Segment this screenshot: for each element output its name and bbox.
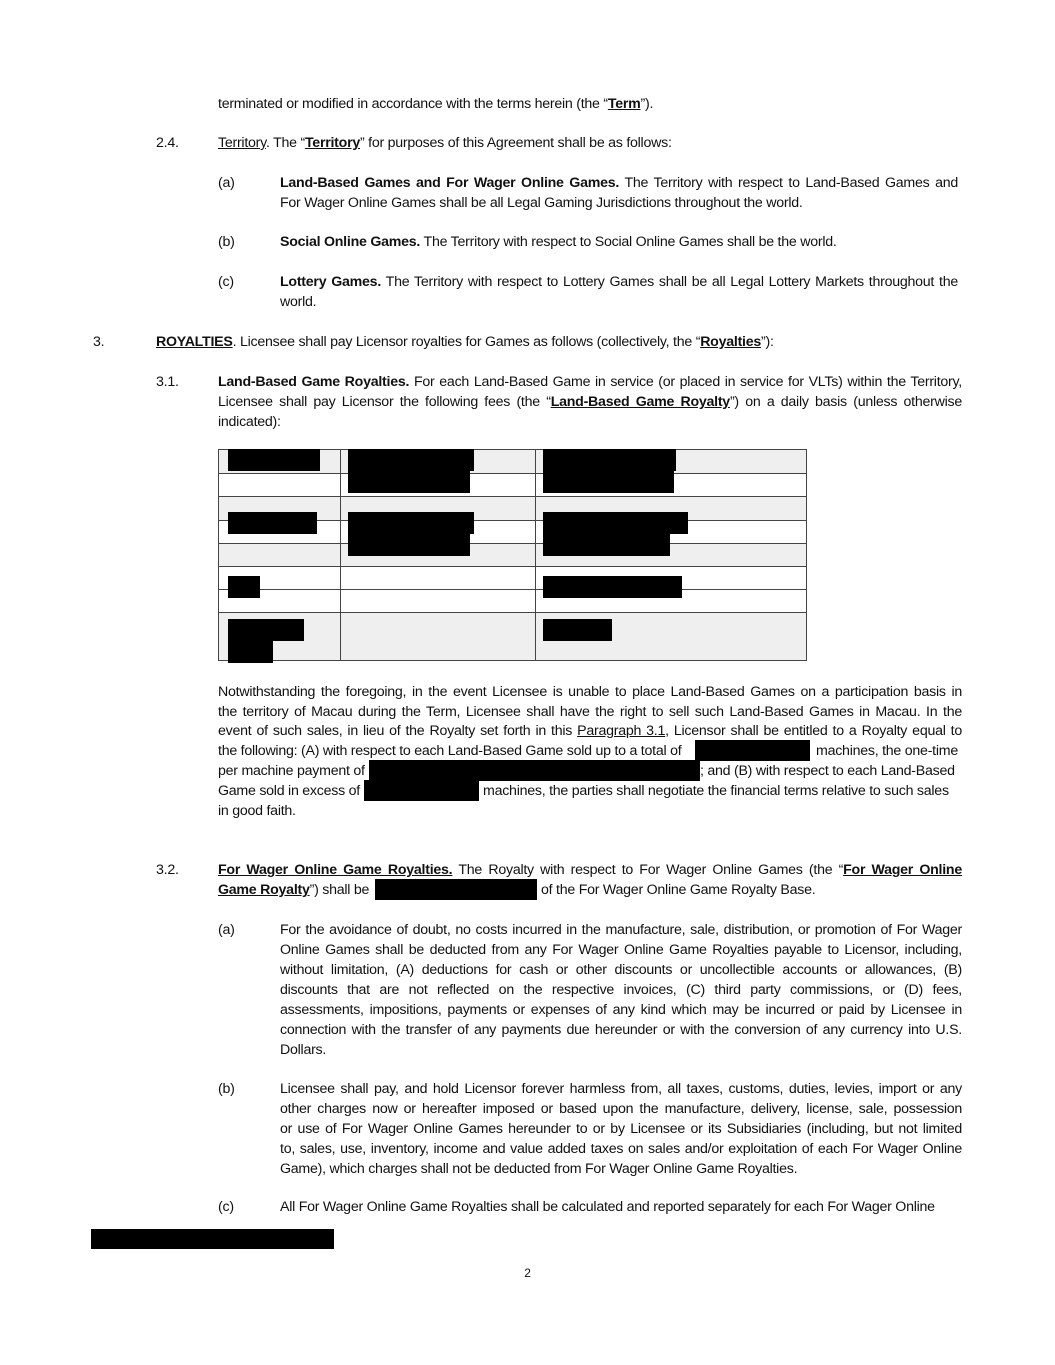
- land-based-royalty-text: For each Land-Based Game in service (or placed in service for VLTs) within the Territory,: [413, 374, 962, 390]
- paragraph-reference: Paragraph 3.1: [577, 723, 666, 739]
- territory-c-line2: world.: [280, 294, 317, 310]
- item-b-line: other charges now or hereafter imposed or based upon the manufacture, delivery, license, sale, possession: [280, 1101, 962, 1117]
- table-cell: [340, 590, 536, 613]
- redaction-block: [543, 512, 688, 534]
- macau-para-line4-post: machines, the one-time: [816, 743, 958, 759]
- item-label: (b): [218, 1081, 235, 1097]
- section-3-1-line2: [218, 392, 962, 412]
- territory-c-title: Lottery Games.: [280, 274, 382, 290]
- royalties-text-end: ”):: [761, 334, 774, 350]
- redaction-block: [348, 471, 470, 493]
- item-label: (c): [218, 1199, 234, 1215]
- section-3-2-line1: [218, 860, 962, 880]
- for-wager-line1-text: The Royalty with respect to For Wager Online Games (the “: [458, 862, 844, 878]
- item-label: (c): [218, 274, 234, 290]
- redaction-block: [228, 619, 304, 641]
- item-label: (a): [218, 175, 235, 191]
- for-wager-term-part2: Game Royalty: [218, 882, 310, 898]
- redaction-block: [543, 534, 670, 556]
- macau-para-line6-post: machines, the parties shall negotiate the financial terms relative to such sales: [483, 783, 949, 799]
- redaction-block: [348, 512, 474, 534]
- redaction-block: [543, 619, 612, 641]
- footer-redaction: [91, 1229, 334, 1249]
- territory-a-line2: For Wager Online Games shall be all Legal Gaming Jurisdictions throughout the world.: [280, 195, 803, 211]
- land-based-royalty-title: Land-Based Game Royalties.: [218, 374, 410, 390]
- territory-heading-post: . The “: [265, 135, 305, 151]
- page-number: 2: [524, 1266, 531, 1280]
- item-b-line: to, sales, use, inventory, income and value added taxes on sales and/or exploitation of each For Wager Online: [280, 1141, 962, 1157]
- territory-a-line1: [280, 173, 958, 193]
- land-based-royalty-term: Land-Based Game Royalty: [550, 394, 730, 410]
- item-a-line: discounts that are not reflected on the respective invoices, (C) third party commissions, or (D) fees,: [280, 982, 962, 998]
- macau-para-line6-pre: Game sold in excess of: [218, 783, 360, 799]
- redaction-block: [543, 449, 676, 471]
- section-3-heading: [156, 332, 774, 352]
- royalties-heading: ROYALTIES: [156, 334, 233, 350]
- term-definition: Term: [607, 96, 641, 112]
- redaction-block: [228, 449, 320, 471]
- top-line: [218, 94, 653, 114]
- section-3-2-line2: [218, 880, 369, 900]
- for-wager-line2-post: of the For Wager Online Game Royalty Base.: [541, 882, 816, 898]
- for-wager-item-c: All For Wager Online Game Royalties shall be calculated and reported separately for each For Wager Online: [280, 1199, 935, 1215]
- redaction-block: [375, 879, 537, 900]
- redaction-block: [543, 471, 674, 493]
- redaction-block: [348, 449, 474, 471]
- table-cell: [219, 474, 341, 497]
- territory-term: Territory: [304, 135, 360, 151]
- section-number-3: 3.: [93, 334, 105, 350]
- item-a-line: connection with the transfer of any payments due hereunder or with the conversion of any currency into U.S.: [280, 1022, 962, 1038]
- item-a-line: Dollars.: [280, 1042, 327, 1058]
- top-line-text: terminated or modified in accordance with the terms herein (the “: [218, 96, 608, 112]
- for-wager-term-part1: For Wager Online: [843, 862, 962, 878]
- macau-para-line2: the territory of Macau during the Term, Licensee shall have the right to sell such Land-Based Games in Macau. In the: [218, 704, 962, 720]
- territory-b-text: The Territory with respect to Social Online Games shall be the world.: [423, 234, 837, 250]
- item-a-line: without limitation, (A) deductions for cash or other discounts or uncollectible accounts or allowances, (B): [280, 962, 962, 978]
- section-number-3-2: 3.2.: [156, 862, 179, 878]
- territory-a-title: Land-Based Games and For Wager Online Games.: [280, 175, 620, 191]
- macau-para-line1: Notwithstanding the foregoing, in the event Licensee is unable to place Land-Based Games on a participation basis in: [218, 684, 962, 700]
- macau-para-line7: in good faith.: [218, 803, 296, 819]
- macau-para-line3: [218, 721, 962, 741]
- redaction-block: [543, 576, 682, 598]
- item-b-line: or use of For Wager Online Games hereunder to or by Licensee or its Subsidiaries (including, but not limited: [280, 1121, 962, 1137]
- item-label: (a): [218, 922, 235, 938]
- for-wager-item-a: [280, 920, 962, 1060]
- section-number-2-4: 2.4.: [156, 135, 179, 151]
- redaction-block: [228, 512, 317, 534]
- section-3-1-line3: indicated):: [218, 414, 281, 430]
- redaction-block: [695, 740, 810, 761]
- redaction-block: [228, 641, 273, 663]
- macau-para-line5-post: ; and (B) with respect to each Land-Based: [700, 763, 955, 779]
- section-number-3-1: 3.1.: [156, 374, 179, 390]
- item-a-line: For the avoidance of doubt, no costs incurred in the manufacture, sale, distribution, or promotion of For Wager: [280, 922, 962, 938]
- section-2-4-heading: [218, 133, 672, 153]
- table-cell: [219, 543, 341, 566]
- item-b-line: Game), which charges shall not be deducted from For Wager Online Game Royalties.: [280, 1161, 798, 1177]
- redaction-block: [228, 576, 260, 598]
- territory-c-line1: [280, 272, 958, 292]
- land-based-line2-pre: Licensee shall pay Licensor the following fees (the “: [218, 394, 551, 410]
- item-a-line: Online Games shall be deducted from any For Wager Online Game Royalties payable to Licensor, including,: [280, 942, 962, 958]
- macau-line3-pre: event of such sales, in lieu of the Royalty set forth in this: [218, 723, 578, 739]
- macau-para-line5-pre: per machine payment of: [218, 763, 365, 779]
- royalties-text: . Licensee shall pay Licensor royalties for Games as follows (collectively, the “: [232, 334, 701, 350]
- for-wager-line2-mid: ”) shall be: [309, 882, 370, 898]
- territory-a-text: The Territory with respect to Land-Based Games and: [624, 175, 958, 191]
- royalty-fee-table: [218, 449, 807, 661]
- territory-b-title: Social Online Games.: [280, 234, 421, 250]
- for-wager-royalty-title: For Wager Online Game Royalties.: [218, 862, 453, 878]
- redaction-block: [369, 760, 700, 781]
- macau-para-line4-pre: the following: (A) with respect to each Land-Based Game sold up to a total of: [218, 743, 682, 759]
- top-line-end: ”).: [640, 96, 654, 112]
- royalties-term: Royalties: [700, 334, 762, 350]
- redaction-block: [348, 534, 470, 556]
- item-label: (b): [218, 234, 235, 250]
- land-based-line2-post: ”) on a daily basis (unless otherwise: [729, 394, 962, 410]
- item-a-line: assessments, impositions, payments or expenses of any kind which may be incurred or paid by Licensee in: [280, 1002, 962, 1018]
- territory-b-line1: [280, 232, 837, 252]
- territory-heading: Territory: [218, 135, 266, 151]
- section-3-1-line1: [218, 372, 962, 392]
- table-cell: [340, 567, 536, 590]
- territory-c-text: The Territory with respect to Lottery Games shall be all Legal Lottery Markets throughout the: [385, 274, 958, 290]
- redaction-block: [364, 780, 479, 801]
- item-b-line: Licensee shall pay, and hold Licensor forever harmless from, all taxes, customs, duties, levies, import or any: [280, 1081, 962, 1097]
- table-cell: [340, 613, 536, 661]
- for-wager-item-b: [280, 1079, 962, 1179]
- macau-line3-post: , Licensor shall be entitled to a Royalty equal to: [665, 723, 963, 739]
- territory-text: ” for purposes of this Agreement shall be as follows:: [359, 135, 672, 151]
